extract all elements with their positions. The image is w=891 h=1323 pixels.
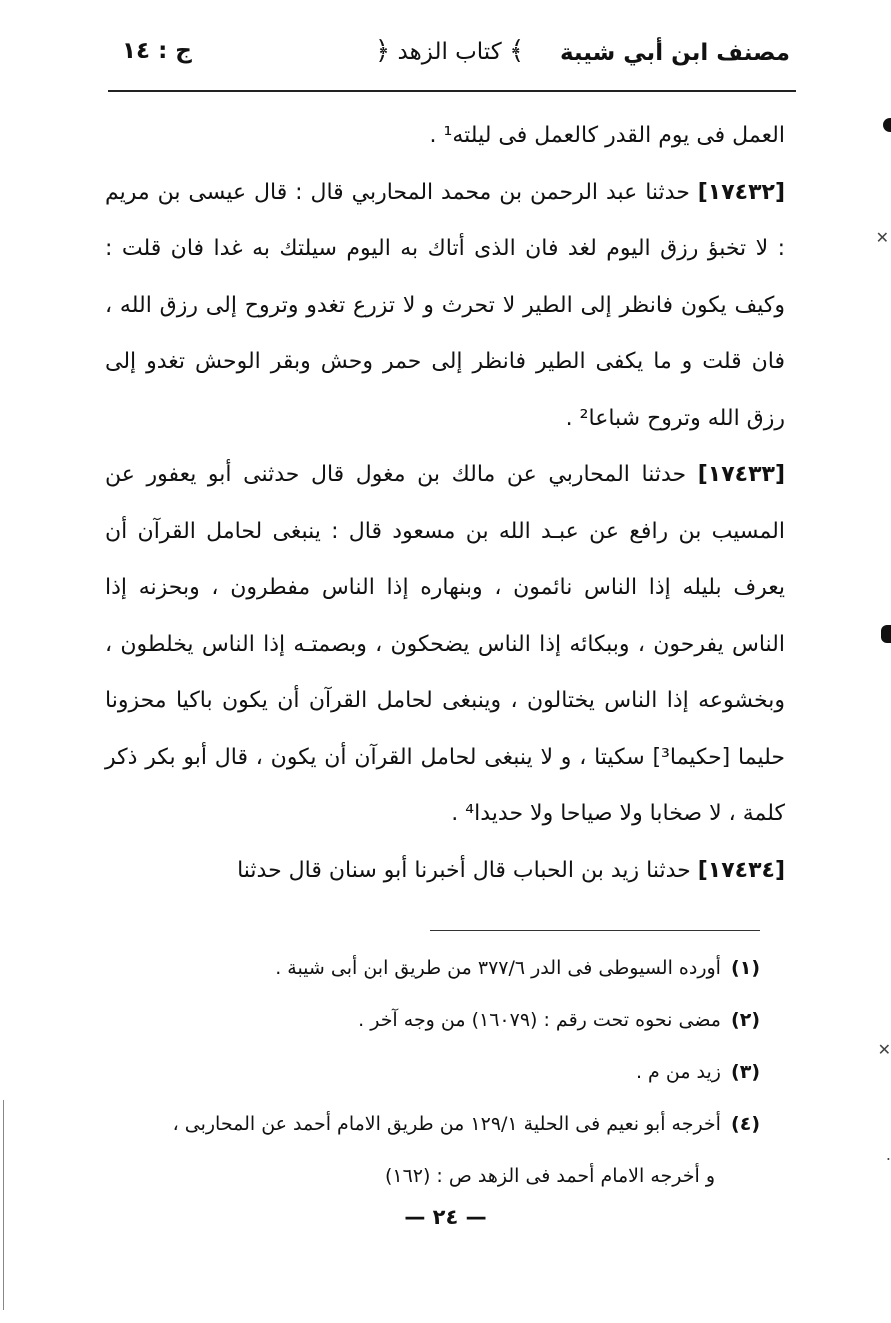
scan-edge-mark xyxy=(883,118,891,132)
hadith-text: حدثنا المحاربي عن مالك بن مغول قال حدثنى أبو يعفور عن المسيب بن رافع عن عبـد الله بن مسعود قال : ينبغى لحامل القرآن أن يعرف بليله إذا الناس نائمون ، وبنهاره إذا الناس مفطرون ، وبحزنه إذا الناس يفرحون ، وببكائه إذا الناس يضحكون ، وبصمتـه إذا الناس يخلطون ، وبخشوعه إذا الناس يختالون ، وينبغى لحامل القرآن أن يكون باكيا محزونا حليما [حكيما³] سكيتا ، و لا ينبغى لحامل القرآن أن يكون ، قال أبو بكر ذكر كلمة ، لا صخابا ولا صياحا ولا حديدا⁴ . xyxy=(105,462,785,826)
ornamental-brace-close: ﴿ xyxy=(375,36,391,66)
hadith-paragraph xyxy=(105,447,785,843)
chapter-title-group xyxy=(375,36,524,66)
footnote-divider xyxy=(430,930,760,931)
margin-tick-mark: . xyxy=(885,1145,891,1164)
footnote-text: أخرجه أبو نعيم فى الحلية ١٢٩/١ من طريق الامام أحمد عن المحاربى ، xyxy=(172,1113,721,1135)
footnote-number: (٣) xyxy=(731,1061,760,1083)
margin-tick-mark: ✕ xyxy=(875,228,889,247)
paragraph-text: العمل فى يوم القدر كالعمل فى ليلته¹ . xyxy=(429,123,785,148)
footnote-item xyxy=(100,942,760,994)
page-number: — ٢٤ — xyxy=(404,1205,487,1229)
hadith-paragraph xyxy=(105,843,785,900)
page-header xyxy=(110,34,790,74)
footnotes xyxy=(100,942,760,1202)
scan-edge-mark xyxy=(881,625,891,643)
header-divider xyxy=(108,90,796,92)
hadith-number: [١٧٤٣٤] xyxy=(697,857,785,883)
footnote-text: زيد من م . xyxy=(635,1061,721,1083)
ornamental-brace-open: ﴾ xyxy=(509,36,525,66)
scan-edge-line xyxy=(3,1100,4,1310)
hadith-number: [١٧٤٣٢] xyxy=(697,179,785,205)
chapter-title: كتاب الزهد xyxy=(397,39,502,65)
paragraph-continuation xyxy=(105,108,785,165)
footnote-item xyxy=(100,1046,760,1098)
footnote-item xyxy=(100,1098,760,1150)
footnote-number: (٤) xyxy=(731,1113,760,1135)
hadith-paragraph xyxy=(105,165,785,448)
main-text xyxy=(105,108,785,899)
hadith-number: [١٧٤٣٣] xyxy=(697,462,785,487)
footnote-item xyxy=(100,994,760,1046)
footnote-number: (٢) xyxy=(731,1009,760,1031)
footnote-text: مضى نحوه تحت رقم : (١٦٠٧٩) من وجه آخر . xyxy=(358,1009,721,1031)
footnote-text: أورده السيوطى فى الدر ٣٧٧/٦ من طريق ابن أبى شيبة . xyxy=(275,957,721,979)
hadith-text: حدثنا عبد الرحمن بن محمد المحاربي قال : قال عيسى بن مريم : لا تخبؤ رزق اليوم لغد فان الذى أتاك به اليوم سيلتك به غدا فان قلت : وكيف يكون فانظر إلى الطير لا تحرث و لا تزرع تغدو وتروح إلى رزق الله ، فان قلت و ما يكفى الطير فانظر إلى حمر وحش وبقر الوحش تغدو إلى رزق الله وتروح شباعا² . xyxy=(105,179,785,431)
margin-tick-mark: ✕ xyxy=(877,1040,891,1059)
hadith-text: حدثنا زيد بن الحباب قال أخبرنا أبو سنان قال حدثنا xyxy=(237,857,698,883)
footnote-continuation: و أخرجه الامام أحمد فى الزهد ص : (١٦٢) xyxy=(384,1165,715,1187)
book-title: مصنف ابن أبي شيبة xyxy=(559,40,790,66)
footnote-number: (١) xyxy=(731,957,760,979)
volume-label: ج : ١٤ xyxy=(122,38,192,64)
